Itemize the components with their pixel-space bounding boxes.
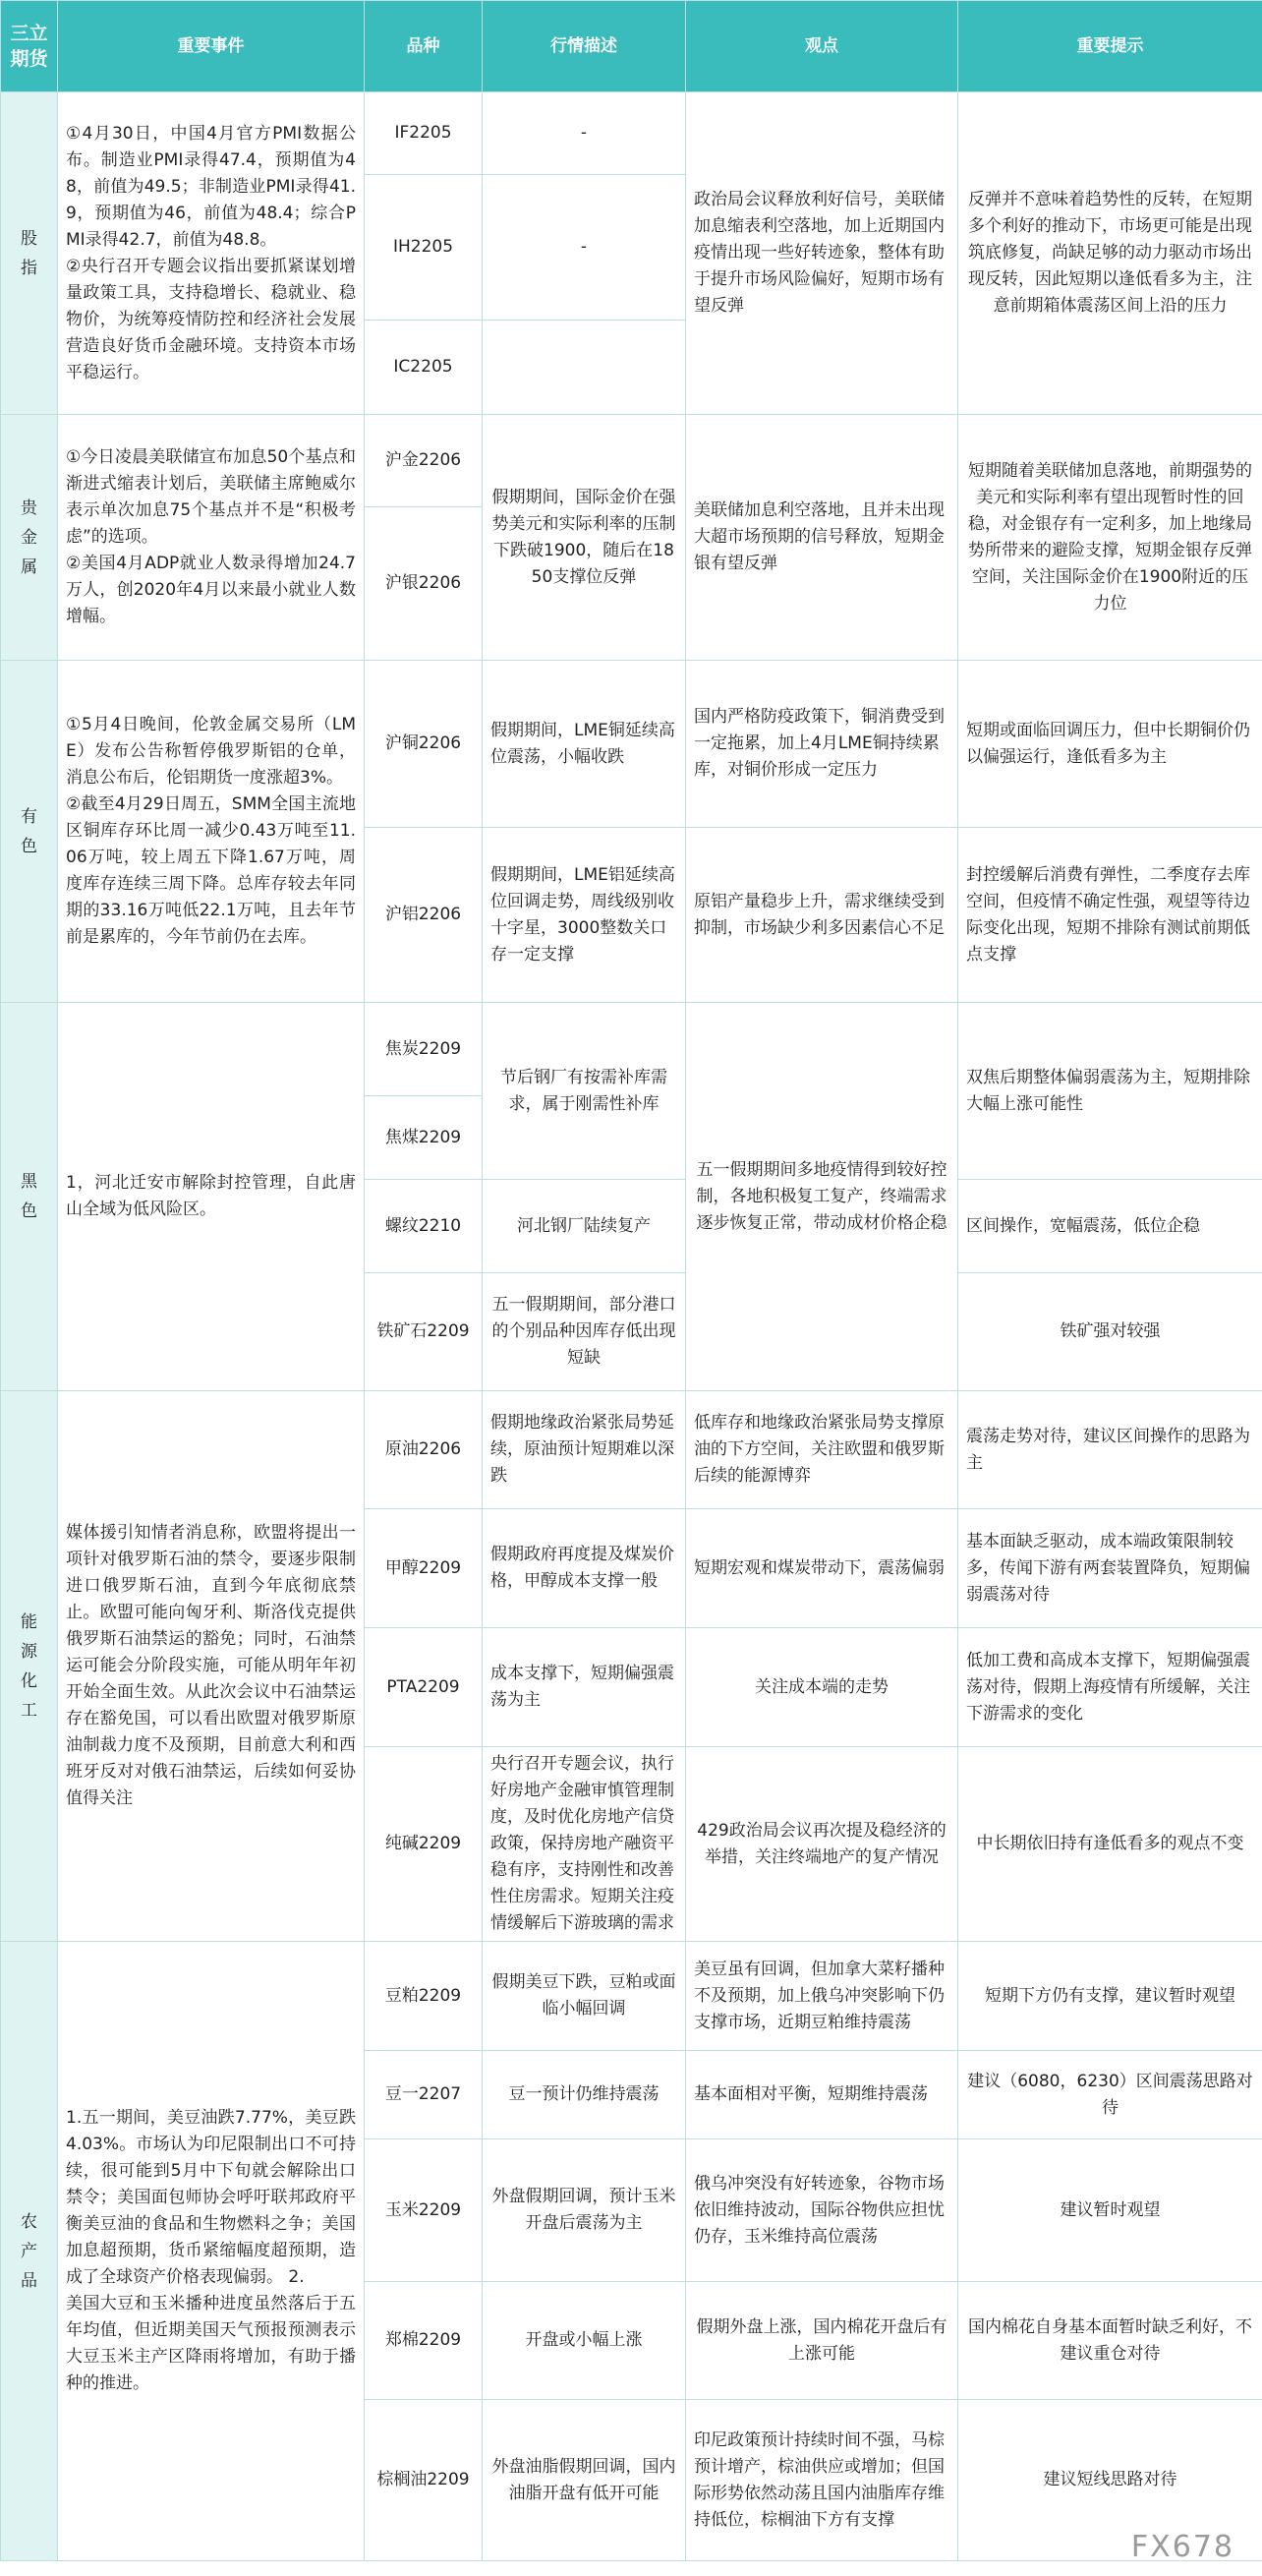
variety-cell: 铁矿石2209 [365, 1273, 483, 1391]
variety-cell: 焦煤2209 [365, 1096, 483, 1180]
variety-cell: IF2205 [365, 92, 483, 175]
event-nonferrous: ①5月4日晚间，伦敦金属交易所（LME）发布公告称暂停俄罗斯铝的仓单，消息公布后，伦铝期货一度涨超3%。 ②截至4月29日周五，SMM全国主流地区铜库存环比周一减少0.43万吨至11.06万吨，较上周五下降1.67万吨，周度库存连续三周下降。总库存较去年同期的33.16万吨低22.1万吨，且去年节前是累库的，今年节前仍在去库。 [58, 661, 365, 1003]
sector-precious-metals: 贵金属 [1, 415, 58, 661]
tip-ore: 铁矿强对较强 [958, 1273, 1262, 1391]
view-cell: 假期外盘上涨，国内棉花开盘后有上涨可能 [686, 2282, 958, 2400]
view-cell: 关注成本端的走势 [686, 1628, 958, 1747]
col-market-header: 行情描述 [483, 1, 686, 92]
view-cell: 俄乌冲突没有好转迹象，谷物市场依旧维持波动，国际谷物供应担忧仍存，玉米维持高位震荡 [686, 2139, 958, 2282]
market-cell: 央行召开专题会议，执行好房地产金融审慎管理制度，及时优化房地产信贷政策，保持房地产融资平稳有序，支持刚性和改善性住房需求。短期关注疫情缓解后下游玻璃的需求 [483, 1747, 686, 1942]
market-cell: - [483, 92, 686, 175]
table-row [1, 661, 1262, 828]
tip-cell: 建议暂时观望 [958, 2139, 1262, 2282]
market-cell: 假期期间，LME铜延续高位震荡，小幅收跌 [483, 661, 686, 828]
tip-cell: 建议短线思路对待 [958, 2400, 1262, 2561]
tip-cell: 短期下方仍有支撑，建议暂时观望 [958, 1942, 1262, 2051]
market-ore: 五一假期期间，部分港口的个别品种因库存低出现短缺 [483, 1273, 686, 1391]
tip-stock-index: 反弹并不意味着趋势性的反转，在短期多个利好的推动下，市场更可能是出现筑底修复，尚缺足够的动力驱动市场出现反转，因此短期以逢低看多为主，注意前期箱体震荡区间上沿的压力 [958, 92, 1262, 415]
market-cell: 成本支撑下，短期偏强震荡为主 [483, 1628, 686, 1747]
view-cell: 印尼政策预计持续时间不强，马棕预计增产，棕油供应或增加；但国际形势依然动荡且国内油脂库存维持低位，棕榈油下方有支撑 [686, 2400, 958, 2561]
market-cell: 豆一预计仍维持震荡 [483, 2051, 686, 2139]
variety-cell: 焦炭2209 [365, 1003, 483, 1096]
variety-cell: 甲醇2209 [365, 1509, 483, 1628]
view-cell: 429政治局会议再次提及稳经济的举措，关注终端地产的复产情况 [686, 1747, 958, 1942]
variety-cell: 纯碱2209 [365, 1747, 483, 1942]
market-cell: - [483, 175, 686, 321]
market-precious-metals: 假期期间，国际金价在强势美元和实际利率的压制下跌破1900，随后在1850支撑位反弹 [483, 415, 686, 661]
tip-coke: 双焦后期整体偏弱震荡为主，短期排除大幅上涨可能性 [958, 1003, 1262, 1180]
table-row [1, 415, 1262, 507]
table-row [1, 1942, 1262, 2051]
variety-cell: 豆粕2209 [365, 1942, 483, 2051]
tip-precious-metals: 短期随着美联储加息落地，前期强势的美元和实际利率有望出现暂时性的回稳，对金银存有一定利多，加上地缘局势所带来的避险支撑，短期金银存反弹空间，关注国际金价在1900附近的压力位 [958, 415, 1262, 661]
col-variety-header: 品种 [365, 1, 483, 92]
col-view-header: 观点 [686, 1, 958, 92]
market-cell: 假期政府再度提及煤炭价格，甲醇成本支撑一般 [483, 1509, 686, 1628]
variety-cell: IH2205 [365, 175, 483, 321]
market-cell: 外盘假期回调，预计玉米开盘后震荡为主 [483, 2139, 686, 2282]
variety-cell: 沪铝2206 [365, 828, 483, 1003]
market-cell: 假期地缘政治紧张局势延续，原油预计短期难以深跌 [483, 1391, 686, 1509]
variety-cell: 沪铜2206 [365, 661, 483, 828]
variety-cell: 郑棉2209 [365, 2282, 483, 2400]
table-row [1, 92, 1262, 175]
view-stock-index: 政治局会议释放利好信号，美联储加息缩表利空落地，加上近期国内疫情出现一些好转迹象，整体有助于提升市场风险偏好，短期市场有望反弹 [686, 92, 958, 415]
tip-cell: 建议（6080，6230）区间震荡思路对待 [958, 2051, 1262, 2139]
col-tip-header: 重要提示 [958, 1, 1262, 92]
variety-cell: 棕榈油2209 [365, 2400, 483, 2561]
watermark: FX678 [1130, 2530, 1234, 2564]
variety-cell: 玉米2209 [365, 2139, 483, 2282]
event-stock-index: ①4月30日，中国4月官方PMI数据公布。制造业PMI录得47.4，预期值为48，前值为49.5；非制造业PMI录得41.9，预期值为46，前值为48.4；综合PMI录得42.7，前值为48.8。 ②央行召开专题会议指出要抓紧谋划增量政策工具，支持稳增长、稳就业、稳物价，为统筹疫情防控和经济社会发展营造良好货币金融环境。支持资本市场平稳运行。 [58, 92, 365, 415]
variety-cell: 沪金2206 [365, 415, 483, 507]
view-cell: 低库存和地缘政治紧张局势支撑原油的下方空间，关注欧盟和俄罗斯后续的能源博弈 [686, 1391, 958, 1509]
view-cell: 短期宏观和煤炭带动下，震荡偏弱 [686, 1509, 958, 1628]
variety-cell: 螺纹2210 [365, 1180, 483, 1273]
view-ferrous: 五一假期期间多地疫情得到较好控制，各地积极复工复产，终端需求逐步恢复正常，带动成材价格企稳 [686, 1003, 958, 1391]
sector-agri: 农产品 [1, 1942, 58, 2561]
variety-cell: 原油2206 [365, 1391, 483, 1509]
tip-cell: 低加工费和高成本支撑下，短期偏强震荡对待，假期上海疫情有所缓解，关注下游需求的变化 [958, 1628, 1262, 1747]
sector-stock-index: 股指 [1, 92, 58, 415]
event-energy: 媒体援引知情者消息称，欧盟将提出一项针对俄罗斯石油的禁令，要逐步限制进口俄罗斯石油，直到今年底彻底禁止。欧盟可能向匈牙利、斯洛伐克提供俄罗斯石油禁运的豁免；同时，石油禁运可能会分阶段实施，可能从明年年初开始全面生效。从此次会议中石油禁运存在豁免国，可以看出欧盟对俄罗斯原油制裁力度不及预期，目前意大利和西班牙反对对俄石油禁运，后续如何妥协值得关注 [58, 1391, 365, 1942]
header-row [1, 1, 1262, 92]
variety-cell: 豆一2207 [365, 2051, 483, 2139]
sector-energy: 能源化工 [1, 1391, 58, 1942]
tip-cell: 短期或面临回调压力，但中长期铜价仍以偏强运行，逢低看多为主 [958, 661, 1262, 828]
brand-header: 三立 期货 [1, 1, 58, 92]
view-cell: 国内严格防疫政策下，铜消费受到一定拖累，加上4月LME铜持续累库，对铜价形成一定压力 [686, 661, 958, 828]
market-cell: 外盘油脂假期回调，国内油脂开盘有低开可能 [483, 2400, 686, 2561]
market-coke: 节后钢厂有按需补库需求，属于刚需性补库 [483, 1003, 686, 1180]
market-cell: 假期期间，LME铝延续高位回调走势，周线级别收十字星，3000整数关口存一定支撑 [483, 828, 686, 1003]
variety-cell: 沪银2206 [365, 507, 483, 661]
sector-nonferrous: 有色 [1, 661, 58, 1003]
tip-cell: 中长期依旧持有逢低看多的观点不变 [958, 1747, 1262, 1942]
market-cell [483, 321, 686, 415]
market-cell: 假期美豆下跌，豆粕或面临小幅回调 [483, 1942, 686, 2051]
tip-cell: 封控缓解后消费有弹性，二季度存去库空间，但疫情不确定性强，观望等待边际变化出现，短期不排除有测试前期低点支撑 [958, 828, 1262, 1003]
col-event-header: 重要事件 [58, 1, 365, 92]
view-precious-metals: 美联储加息利空落地，且并未出现大超市场预期的信号释放，短期金银有望反弹 [686, 415, 958, 661]
tip-cell: 国内棉花自身基本面暂时缺乏利好，不建议重仓对待 [958, 2282, 1262, 2400]
event-agri: 1.五一期间，美豆油跌7.77%，美豆跌4.03%。市场认为印尼限制出口不可持续，很可能到5月中下旬就会解除出口禁令；美国面包师协会呼吁联邦政府平衡美豆油的食品和生物燃料之争；美国加息超预期，货币紧缩幅度超预期，造成了全球资产价格表现偏弱。 2. 美国大豆和玉米播种进度虽然落后于五年均值，但近期美国天气预报预测表示大豆玉米主产区降雨将增加，有助于播种的推进。 [58, 1942, 365, 2561]
table-row [1, 1391, 1262, 1509]
variety-cell: IC2205 [365, 321, 483, 415]
table-row [1, 1003, 1262, 1096]
market-rebar: 河北钢厂陆续复产 [483, 1180, 686, 1273]
variety-cell: PTA2209 [365, 1628, 483, 1747]
event-ferrous: 1，河北迁安市解除封控管理，自此唐山全域为低风险区。 [58, 1003, 365, 1391]
view-cell: 基本面相对平衡，短期维持震荡 [686, 2051, 958, 2139]
tip-rebar: 区间操作，宽幅震荡，低位企稳 [958, 1180, 1262, 1273]
tip-cell: 基本面缺乏驱动，成本端政策限制较多，传闻下游有两套装置降负，短期偏弱震荡对待 [958, 1509, 1262, 1628]
tip-cell: 震荡走势对待，建议区间操作的思路为主 [958, 1391, 1262, 1509]
view-cell: 美豆虽有回调，但加拿大菜籽播种不及预期，加上俄乌冲突影响下仍支撑市场，近期豆粕维持震荡 [686, 1942, 958, 2051]
event-precious-metals: ①今日凌晨美联储宣布加息50个基点和渐进式缩表计划后，美联储主席鲍威尔表示单次加息75个基点并不是“积极考虑”的选项。 ②美国4月ADP就业人数录得增加24.7万人，创2020年4月以来最小就业人数增幅。 [58, 415, 365, 661]
market-cell: 开盘或小幅上涨 [483, 2282, 686, 2400]
view-cell: 原铝产量稳步上升，需求继续受到抑制，市场缺少利多因素信心不足 [686, 828, 958, 1003]
sector-ferrous: 黑色 [1, 1003, 58, 1391]
